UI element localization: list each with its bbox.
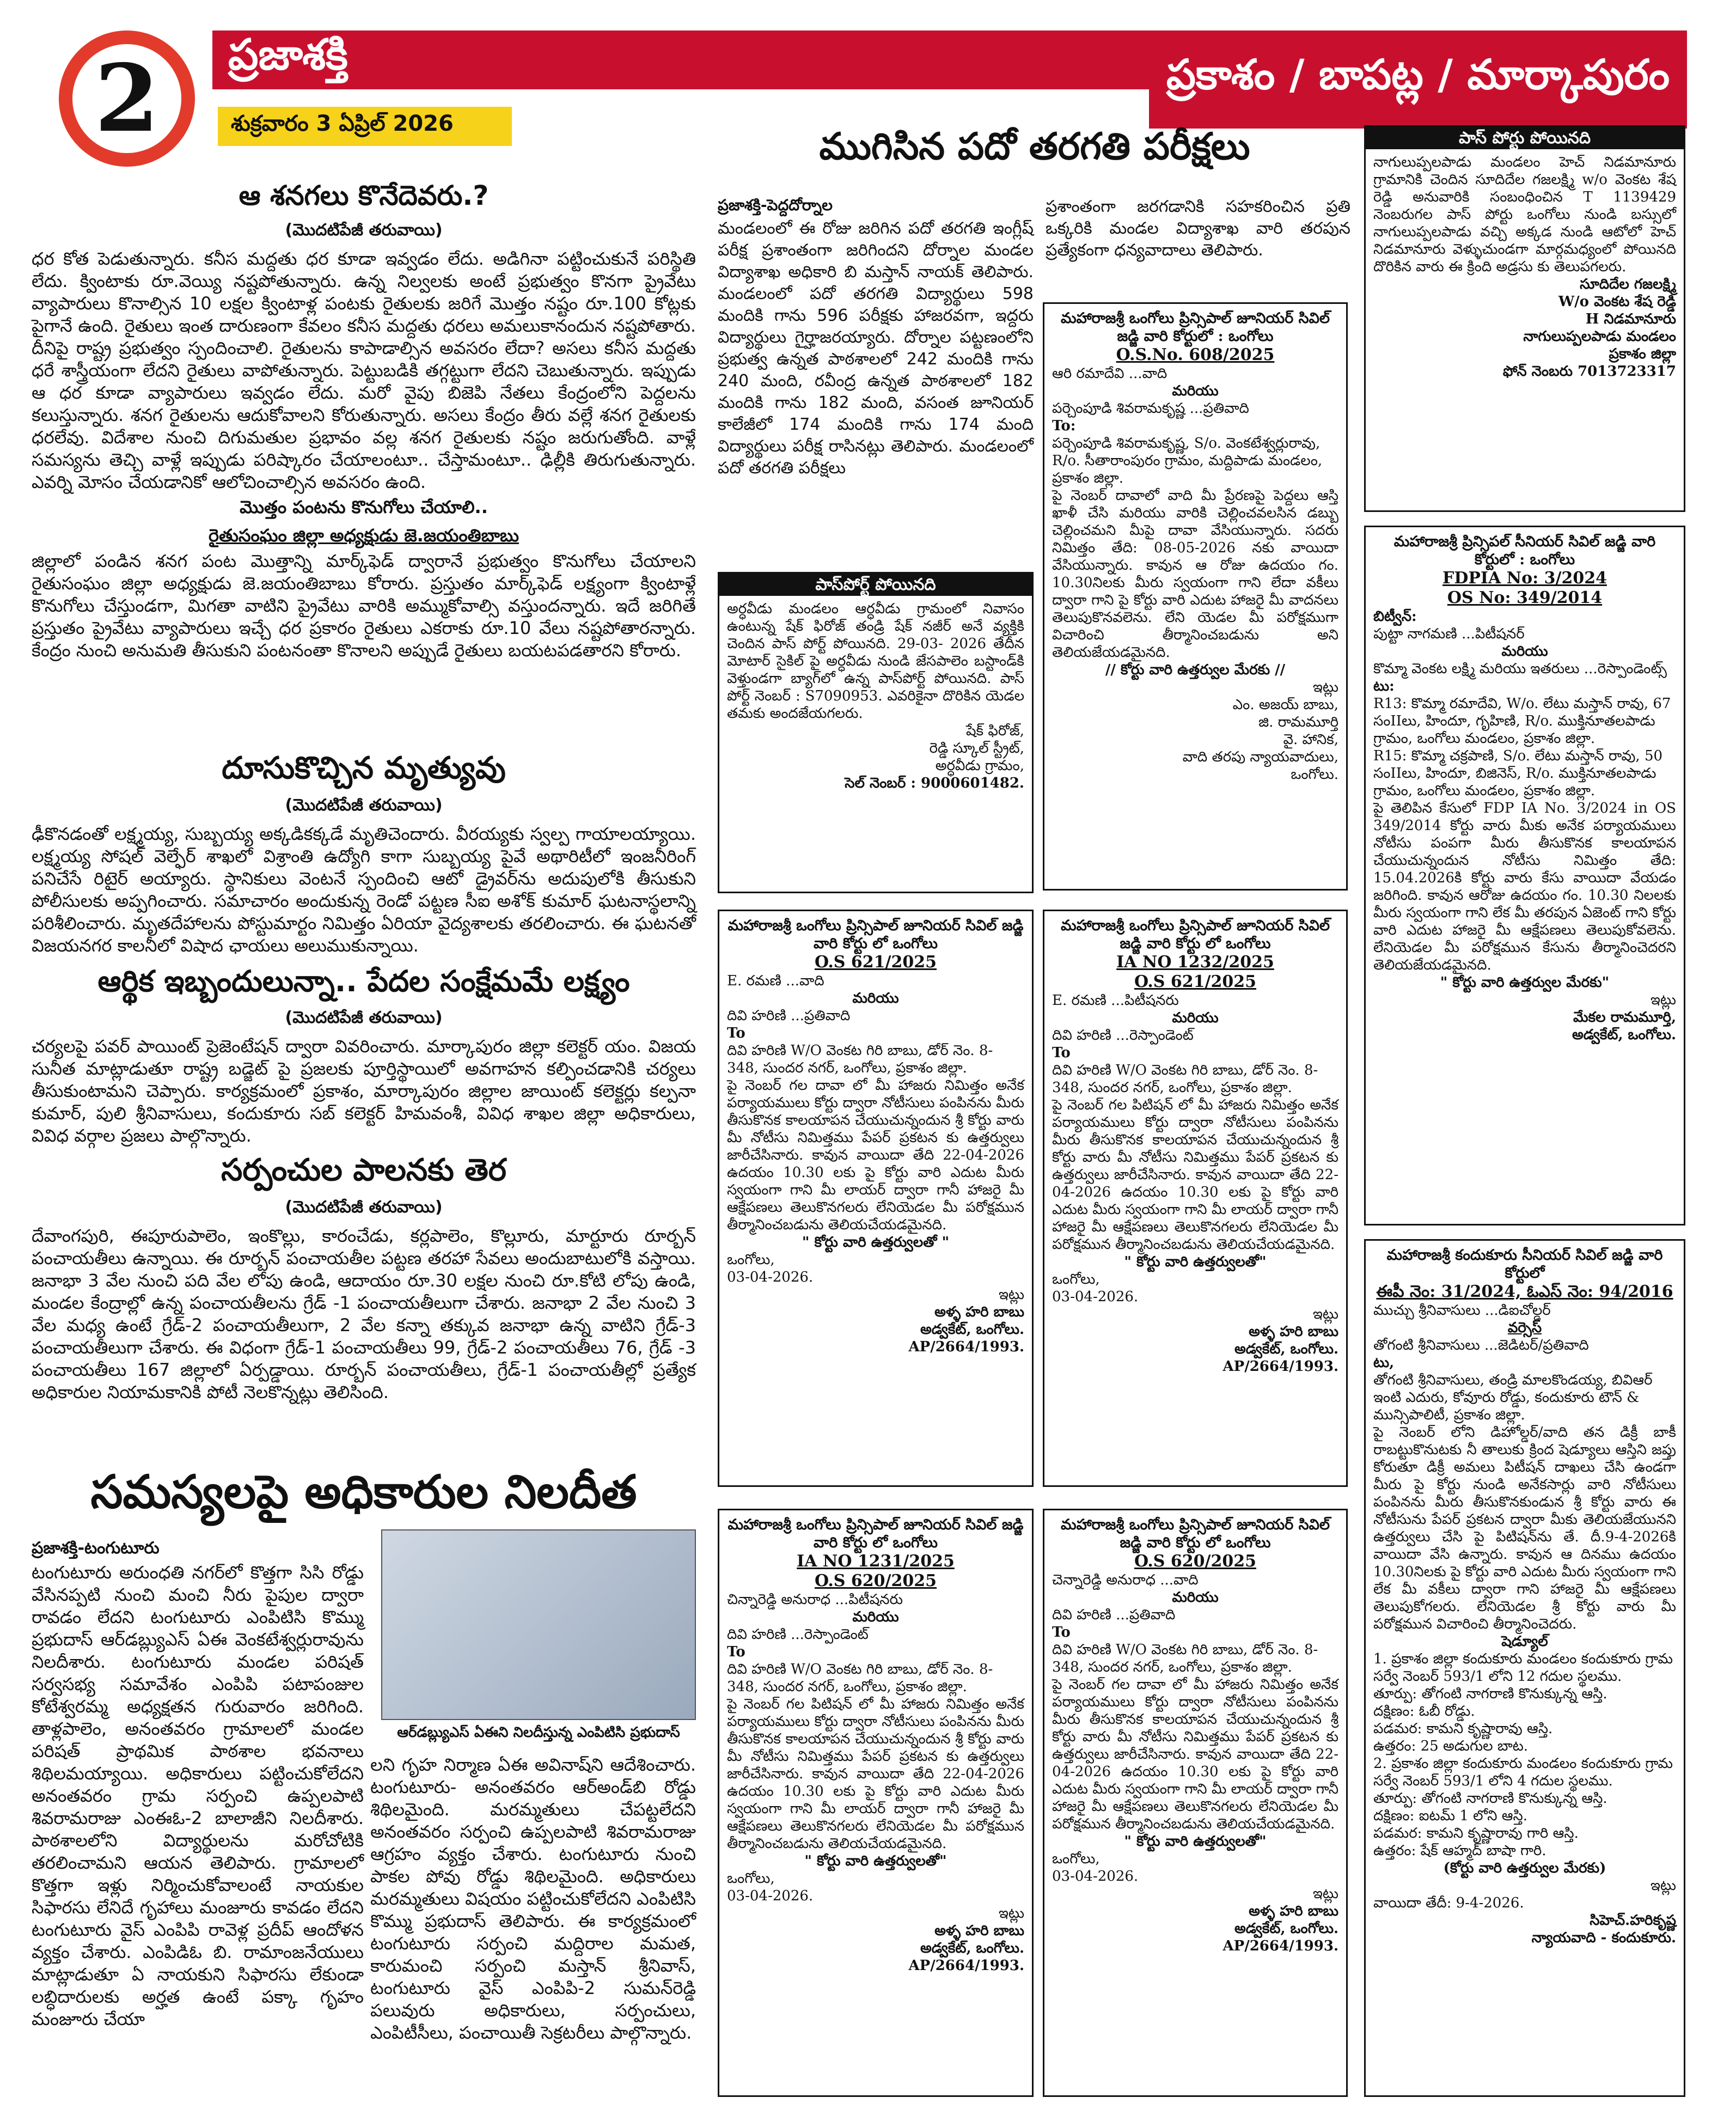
party: పుట్టా నాగమణి ...పిటీషనర్ xyxy=(1373,626,1525,642)
headline: సమస్యలపై అధికారుల నిలదీత xyxy=(90,1465,637,1519)
to: To xyxy=(727,1644,745,1660)
address: పర్చెంపూడి శివరామకృష్ణ, S/o. వెంకటేశ్వర్లురావు, R/o. సీతారాంపురం గ్రామం, మద్దిపాడు మండలం, ప్రకాశం జిల్లా. xyxy=(1052,435,1323,486)
case-number: OS No: 349/2014 xyxy=(1447,588,1603,607)
byline: (మొదటిపేజీ తరువాయి) xyxy=(285,796,443,815)
to: To xyxy=(1052,1624,1071,1641)
story-exams-cont xyxy=(1046,196,1350,261)
signatory: అర్ధవీడు గ్రామం, xyxy=(935,758,1024,774)
news-photo xyxy=(381,1529,696,1720)
yours: ఇట్లు xyxy=(999,1286,1024,1303)
case-number: O.S 621/2025 xyxy=(814,953,937,972)
schedule-item: 2. ప్రకాశం జిల్లా కందుకూరు మండలం కందుకూరు గ్రామ సర్వే నెంబర్ 593/1 లోని 4 గదుల స్థలము. xyxy=(1373,1755,1673,1789)
signatory: ఎం. అజయ్ బాబు, xyxy=(1232,697,1338,713)
party: తోగంటి శ్రీనివాసులు ...జెడిటర్/ప్రతివాది xyxy=(1373,1337,1589,1353)
notice-body: పై నెంబర్ గల దావా లో మీ హాజరు నిమిత్తం అనేక పర్యాయములు కోర్టు ద్వారా నోటీసులు పంపినను మీరు తీసుకొనక కాలయాపన చేయుచున్నందున శ్రీ కోర్టు వారు మీ నోటీసు నిమిత్తము పేపర్ ప్రకటన కు ఉత్తర్వులు జారీచేసినారు. కావున వాయిదా తేది 22-04-2026 ఉదయం 10.30 లకు పై కోర్టు వారి ఎదుట మీరు స్వయంగా గాని మీ లాయర్ ద్వారా గానీ హాజరై మీ ఆక్షేపణలు తెలుకొనగలరు లేనియెడల మీ పరోక్షమున తీర్మానించబడును తెలియచేయడమైనది. xyxy=(1052,1676,1338,1832)
story-body: జిల్లాలో పండిన శనగ పంట మొత్తాన్ని మార్క్‌ఫెడ్ ద్వారానే ప్రభుత్వం కొనుగోలు చేయాలని రైతుసంఘం జిల్లా అధ్యక్షుడు జె.జయంతిబాబు కోరారు. ప్రస్తుతం మార్క్‌ఫెడ్ లక్ష్యంగా క్వింటాళ్లే కొనుగోలు చేస్తుండగా, మిగతా వాటిని ప్రైవేటు వారికి అమ్ముకోవాల్సి వస్తుందన్నారు. ఇదే జరిగితే ప్రస్తుతం ప్రైవేటు వ్యాపారులు ఇచ్చే ధర ప్రకారం రైతులు ఎకరాకు రూ.10 వేలు నష్టపోతారన్నారు. కేంద్రం నుంచి అనుమతి తీసుకుని పంటనంతా కొనాలని అప్పుడే రైతులు బయటపడతారని కోరారు. xyxy=(32,551,696,661)
court-order: " కోర్టు వారి ఉత్తర్వులతో " xyxy=(802,1234,950,1251)
story-questioning xyxy=(32,1465,696,1530)
address: దివి హరిణి W/O వెంకట గిరి బాబు, డోర్ నెం. 8-348, సుందర నగర్, ఒంగోలు, ప్రకాశం జిల్లా. xyxy=(727,1042,993,1076)
notice-title: పాస్ పోర్టు పోయినది xyxy=(1366,127,1684,149)
court-order: " కోర్టు వారి ఉత్తర్వుల మేరకు" xyxy=(1440,974,1610,991)
notice-fdpia xyxy=(1364,526,1685,1225)
headline: దూసుకొచ్చిన మృత్యువు xyxy=(222,751,506,786)
signatory: AP/2664/1993. xyxy=(1222,1358,1338,1375)
date: 03-04-2026. xyxy=(727,1269,814,1285)
subheading: రైతుసంఘం జిల్లా అధ్యక్షుడు జె.జయంతిబాబు xyxy=(209,525,519,546)
signatory: AP/2664/1993. xyxy=(1222,1938,1338,1954)
signatory: న్యాయవాది - కందుకూరు. xyxy=(1531,1930,1676,1946)
boundary: పడమర: కామని కృష్ణారావు ఆస్తి. xyxy=(1373,1721,1553,1737)
boundary: దక్షిణం: ఓబీ రోడ్డు. xyxy=(1373,1703,1475,1719)
address: దివి హరిణి W/O వెంకట గిరి బాబు, డోర్ నెం. 8-348, సుందర నగర్, ఒంగోలు, ప్రకాశం జిల్లా. xyxy=(727,1661,993,1695)
court-order: " కోర్టు వారి ఉత్తర్వులతో" xyxy=(804,1853,947,1869)
signatory: ప్రకాశం జిల్లా xyxy=(1609,346,1676,362)
page-number: 2 xyxy=(72,44,181,153)
signatory: అళ్ళ హరి బాబు xyxy=(1249,1324,1338,1340)
address: దివి హరిణి W/O వెంకట గిరి బాబు, డోర్ నెం. 8-348, సుందర నగర్, ఒంగోలు, ప్రకాశం జిల్లా. xyxy=(1052,1642,1318,1675)
party: పర్చెంపూడి శివరామకృష్ణ ...ప్రతివాది xyxy=(1052,400,1249,417)
signatory: H నిడమానూరు xyxy=(1585,311,1676,327)
date: 03-04-2026. xyxy=(727,1888,814,1904)
notice-ia-1232 xyxy=(1043,910,1348,1487)
story-body: చర్యలపై పవర్ పాయింట్ ప్రెజెంటేషన్ ద్వారా వివరించారు. మార్కాపురం జిల్లా కలెక్టర్ యం. విజయ సునీత మాట్లాడుతూ రాష్ట్ర బడ్జెట్ పై ప్రజలకు పూర్తిస్థాయిలో అవగాహన కల్పించడానికి చర్యలు తీసుకుంటామని చెప్పారు. కార్యక్రమంలో ప్రకాశం, మార్కాపురం జిల్లాల జాయింట్ కలెక్టర్లు కల్పనా కుమార్, పులి శ్రీనివాసులు, కందుకూరు సబ్ కలెక్టర్ హిమవంశీ, వివిధ శాఖల జిల్లా అధికారులు, వివిధ వర్గాల ప్రజలు పాల్గొన్నారు. xyxy=(32,1036,696,1146)
notice-kandukur xyxy=(1364,1239,1685,2097)
story-body: ప్రశాంతంగా జరగడానికి సహకరించిన ప్రతి ఒక్కరికి మండల విద్యాశాఖ వారి తరపున ప్రత్యేకంగా ధన్యవాదాలు తెలిపారు. xyxy=(1046,197,1350,260)
case-number: IA NO 1231/2025 xyxy=(797,1552,955,1571)
between: బిట్వీన్: xyxy=(1373,608,1417,625)
notice-body: పై నెంబర్ గల పిటిషన్ లో మీ హాజరు నిమిత్తం అనేక పర్యాయములు కోర్టు ద్వారా నోటీసులు పంపినను మీరు తీసుకొనక కాలయాపన చేయుచున్నందున శ్రీ కోర్టు వారు మీ నోటీసు నిమిత్తము పేపర్ ప్రకటన కు ఉత్తర్వులు జారీచేసినారు. కావున వాయిదా తేది 22-04-2026 ఉదయం 10.30 లకు పై కోర్టు వారి ఎదుట మీరు స్వయంగా గాని మీ లాయర్ ద్వారా గానీ హాజరై మీ ఆక్షేపణలు తెలుకొనగలరు లేనియెడల మీ పరోక్షమున తీర్మానించబడును తెలియచేయడమైనది. xyxy=(727,1696,1024,1852)
story-questioning-col1 xyxy=(32,1539,364,2030)
notice-os-620 xyxy=(1043,1509,1348,2097)
party: కొమ్మా వెంకట లక్ష్మి మరియు ఇతరులు ...రెస్పాండెంట్స్ xyxy=(1373,661,1667,677)
and: మరియు xyxy=(852,1609,899,1625)
versus: వర్సెస్ xyxy=(1507,1320,1542,1336)
story-chickpea xyxy=(32,180,696,662)
place: ఒంగోలు, xyxy=(1052,1271,1100,1288)
court-heading: మహారాజశ్రీ ఒంగోలు ప్రిన్సిపాల్ జూనియర్ సివిల్ జడ్జి వారి కోర్టులో : ఒంగోలు xyxy=(1061,310,1330,345)
party: E. రమణి ...వాది xyxy=(727,973,824,989)
party: దివి హరిణి ...రెస్పాండెంట్ xyxy=(1052,1027,1194,1044)
yours: ఇట్లు xyxy=(1313,679,1338,696)
signatory: రెడ్డి స్కూల్ స్ట్రీట్, xyxy=(929,740,1024,757)
signatory: సిహెచ్.హరికృష్ణ xyxy=(1590,1912,1676,1929)
court-heading: మహారాజశ్రీ ఒంగోలు ప్రిన్సిపాల్ జూనియర్ సివిల్ జడ్జి వారి కోర్టు లో ఒంగోలు xyxy=(728,917,1024,952)
case-number: ఈపీ నెం: 31/2024, ఓఎస్ నెం: 94/2016 xyxy=(1376,1282,1673,1301)
story-sarpanch xyxy=(32,1153,696,1404)
court-heading: మహారాజశ్రీ ప్రిన్సిపల్ సీనియర్ సివిల్ జడ్జి వారి కోర్టులో : ఒంగోలు xyxy=(1393,533,1656,568)
and: మరియు xyxy=(852,990,899,1007)
case-number: O.S.No. 608/2025 xyxy=(1116,345,1275,364)
dateline: ప్రజాశక్తి-టంగుటూరు xyxy=(32,1539,160,1558)
party: ఆరి రమాదేవి ...వాది xyxy=(1052,365,1167,382)
signatory: ఒంగోలు. xyxy=(1291,766,1338,783)
court-heading: మహారాజశ్రీ ఒంగోలు ప్రిన్సిపాల్ జూనియర్ సివిల్ జడ్జి వారి కోర్టు లో ఒంగోలు xyxy=(1061,1516,1330,1551)
signatory: మేకల రామమూర్తి, xyxy=(1573,1009,1676,1026)
schedule-heading: షెడ్యూల్ xyxy=(1501,1633,1548,1650)
signatory: షేక్ ఫిరోజ్, xyxy=(965,723,1024,739)
headline: సర్పంచుల పాలనకు తెర xyxy=(221,1153,506,1188)
court-order: (కోర్టు వారి ఉత్తర్వుల మేరకు) xyxy=(1443,1860,1606,1876)
byline: (మొదటిపేజీ తరువాయి) xyxy=(285,1008,443,1027)
edition-title: ప్రకాశం / బాపట్ల / మార్కాపురం xyxy=(1149,31,1687,129)
signatory: అళ్ళ హరి బాబు xyxy=(934,1304,1024,1320)
notice-body: నాగులుప్పలపాడు మండలం హెచ్ నిడమానూరు గ్రామానికి చెందిన సూదిదేల గజలక్ష్మి w/o వెంకట శేష రెడ్డి అనువారికి సంబంధించిన T 1139429 నెంబరుగల పాస్ పోర్టు ఒంగోలు నుండి బస్సులో నాగులుప్పలపాడు వచ్చి అక్కడ నుండి ఆటోలో హెచ్ నిడమానూరు వెళ్ళుచుండగా మార్గమధ్యంలో పోయినది దొరికిన వారు ఈ క్రింది అడ్రసు కు తెలుపగలరు. xyxy=(1373,154,1676,275)
boundary: ఉత్తరం: షేక్ ఆహ్మద్ బాషా గారి. xyxy=(1373,1843,1546,1859)
court-heading: మహారాజశ్రీ కందుకూరు సీనియర్ సివిల్ జడ్జి వారి కోర్టులో xyxy=(1386,1247,1663,1282)
story-body: లని గృహ నిర్మాణ ఏఈ అవినాష్‌ని ఆదేశించారు. టంగుటూరు- అనంతవరం ఆర్‌అండ్‌బి రోడ్డు శిథిలమైంది. మరమ్మతులు చేపట్టలేదని అనంతవరం సర్పంచి ఉప్పలపాటి శివరామరాజు ఆగ్రహం వ్యక్తం చేశారు. టంగుటూరు నుంచి పాకల పోవు రోడ్డు శిథిలమైంది. అధికారులు మరమ్మతులు విషయం పట్టించుకోలేదని ఎంపిటిసి కొమ్ము ప్రభుదాస్ తెలిపారు. ఈ కార్యక్రమంలో టంగుటూరు సర్పంచి మద్దిరాల మమత, కారుమంచి సర్పంచి మస్తాన్ శ్రీనివాస్, టంగుటూరు వైస్ ఎంపిపి-2 సుమన్‌రెడ్డి పలువురు అధికారులు, సర్పంచులు, ఎంపిటీసీలు, పంచాయితీ సెక్రటరీలు పాల్గొన్నారు. xyxy=(370,1754,696,2043)
signatory: అళ్ళ హరి బాబు xyxy=(934,1923,1024,1939)
to: To xyxy=(1052,1045,1071,1061)
place: ఒంగోలు, xyxy=(727,1252,775,1268)
and: మరియు xyxy=(1172,1010,1219,1026)
signatory: ఫోన్ నెంబరు 7013723317 xyxy=(1502,363,1676,380)
and: మరియు xyxy=(1501,643,1548,660)
yours: ఇట్లు xyxy=(1651,1877,1676,1894)
party: ముచ్చు శ్రీనివాసులు ...డిఐచోల్డర్ xyxy=(1373,1302,1551,1319)
to: To: xyxy=(1052,418,1076,434)
yours: ఇట్లు xyxy=(999,1905,1024,1922)
story-questioning-col2 xyxy=(370,1754,696,2044)
signatory: అడ్వకేట్, ఒంగోలు. xyxy=(920,1940,1024,1956)
headline: ఆ శనగలు కొనేదెవరు.? xyxy=(239,180,489,211)
and: మరియు xyxy=(1172,1589,1219,1606)
story-body: టంగుటూరు అరుంధతి నగర్‌లో కొత్తగా సిసి రోడ్డు వేసినప్పటి నుంచి మంచి నీరు పైపుల ద్వారా రావడం లేదని టంగుటూరు ఎంపిటిసి కొమ్ము ప్రభుదాస్ ఆర్‌డబ్ల్యుఎస్ ఏఈ వెంకటేశ్వర్లురావును నిలదీశారు. టంగుటూరు మండల పరిషత్ సర్వసభ్య సమావేశం ఎంపిపి పటాపంజుల కోటేశ్వరమ్మ అధ్యక్షతన గురువారం జరిగింది. తాళ్లపాలెం, అనంతవరం గ్రామాలలో మండల పరిషత్ ప్రాథమిక పాఠశాల భవనాలు శిథిలమయ్యాయి. అధికారులు పట్టించుకోలేదని అనంతవరం గ్రామ సర్పంచి ఉప్పలపాటి శివరామరాజు ఎంఈఓ-2 బాలాజీని నిలదీశారు. పాఠశాలలోని విద్యార్థులను మరోచోటికి తరలించామని ఆయన తెలిపారు. గ్రామాలలో కొత్తగా ఇళ్లు నిర్మించుకోవాలంటే నాయకుల సిఫారసు లేనిదే గృహాలు మంజూరు కావడం లేదని టంగుటూరు వైస్ ఎంపిపి రావెళ్ల ప్రదీప్ ఆందోళన వ్యక్తం చేశారు. ఎంపిడిఓ బి. రామాంజనేయులు మాట్లాడుతూ ఏ నాయకుని సిఫారసు లేకుండా లబ్ధిదారులకు అర్హత ఉంటే పక్కా గృహం మంజూరు చేయా xyxy=(32,1562,364,2029)
party: చిన్నారెడ్డి అనురాధ ...పిటీషనరు xyxy=(727,1591,903,1608)
signatory: అడ్వకేట్, ఒంగోలు. xyxy=(1572,1027,1676,1043)
case-number: O.S 621/2025 xyxy=(1134,972,1256,991)
notice-body: పై తెలిపిన కేసులో FDP IA No. 3/2024 in OS 349/2014 కోర్టు వారు మీకు అనేక పర్యాయములు నోటీసు పంపగా మీరు తీసుకొనక కాలయాపన చేయుచున్నందున నోటీసు నిమిత్తం తేది: 15.04.2026కి కోర్టు వారు కేసు వాయిదా వేయడం జరిగింది. కావున ఆరోజు ఉదయం గం. 10.30 నిలలకు మీరు స్వయంగా గాని లేక మీ తరపున ఏజెంట్ గాని కోర్టు వారి ఎదుట హాజరై మీ ఆక్షేపణలు తెలుపుకోవలెను. లేనియెడల మీ పరోక్షమున కేసును తీర్మానించెదరని తెలియజేయడమైనది. xyxy=(1373,800,1676,973)
signatory: అడ్వకేట్, ఒంగోలు. xyxy=(1234,1920,1338,1937)
notice-passport-lost xyxy=(718,572,1034,893)
party: దివి హరిణి ...ప్రతివాది xyxy=(1052,1607,1176,1623)
story-body: ఢీకొనడంతో లక్ష్మయ్య, సుబ్బయ్య అక్కడికక్కడే మృతిచెందారు. వీరయ్యకు స్వల్ప గాయాలయ్యాయి. లక్ష్మయ్య సోషల్ వెల్ఫేర్ శాఖలో విశ్రాంతి ఉద్యోగి కాగా సుబ్బయ్య పైవే అథారిటీలో ఇంజనీరింగ్ పనిచేసే రిటైర్ అయ్యారు. స్థానికులు వెంటనే స్పందించి ఆటో డ్రైవర్‌ను అదుపులోకి తీసుకుని పోలీసులకు అప్పగించారు. సమాచారం అందుకున్న రెండో పట్టణ సీఐ అశోక్ కుమార్ ఘటనాస్థలాన్ని పరిశీలించారు. మృతదేహాలను పోస్టుమార్టం నిమిత్తం ఏరియా వైద్యశాలకు తరలించారు. ఈ ఘటనతో విజయనగర కాలనీలో విషాద ఛాయలు అలుముకున్నాయి. xyxy=(32,824,696,956)
date: వాయిదా తేదీ: 9-4-2026. xyxy=(1373,1895,1524,1911)
to: టు, xyxy=(1373,1355,1395,1371)
notice-passport-lost-2 xyxy=(1364,125,1685,512)
signatory: జి. రామమూర్తి xyxy=(1258,714,1338,730)
case-number: FDPIA No: 3/2024 xyxy=(1442,569,1607,588)
notice-ia-1231 xyxy=(718,1509,1034,2097)
notice-os-621 xyxy=(718,910,1034,1487)
place: ఒంగోలు, xyxy=(1052,1851,1100,1867)
notice-body: పై నెంబర్ గల దావా లో మీ హాజరు నిమిత్తం అనేక పర్యాయములు కోర్టు ద్వారా నోటీసులు పంపినను మీరు తీసుకొనక కాలయాపన చేయుచున్నందున శ్రీ కోర్టు వారు మీ నోటీసు నిమిత్తము పేపర్ ప్రకటన కు ఉత్తర్వులు జారీచేసినారు. కావున వాయిదా తేది 22-04-2026 ఉదయం 10.30 లకు పై కోర్టు వారి ఎదుట మీరు స్వయంగా గాని మీ లాయర్ ద్వారా గానీ హాజరై మీ ఆక్షేపణలు తెలుకొనగలరు లేనియెడల మీ పరోక్షమున తీర్మానించబడును తెలియచేయడమైనది. xyxy=(727,1077,1024,1233)
boundary: ఉత్తరం: 25 అడుగుల బాట. xyxy=(1373,1738,1529,1754)
story-accident xyxy=(32,751,696,957)
story-body: మండలంలో ఈ రోజు జరిగిన పదో తరగతి ఇంగ్లీష్ పరీక్ష ప్రశాంతంగా జరిగిందని దోర్నాల మండల విద్యాశాఖ అధికారి బి మస్తాన్ నాయక్ తెలిపారు. మండలంలో పదో తరగతి విద్యార్థులు 598 మందికి గాను 596 పరీక్షకు హాజరవగా, ఇద్దరు విద్యార్థులు గైర్హాజరయ్యారు. దోర్నాల పట్టణంలోని ప్రభుత్వ ఉన్నత పాఠశాలలో 242 మందికి గాను 240 మంది, రవీంద్ర ఉన్నత పాఠశాలలో 182 మందికి గాను 182 మంది, వసంత జూనియర్ కాలేజీలో 174 మందికి గాను 174 మంది విద్యార్థులు పరీక్ష రాసినట్లు తెలిపారు. మండలంలో పదో తరగతి పరీక్షలు xyxy=(718,219,1034,478)
notice-body: పై నెంబర్ లోని డిహోల్డర్/వాది తన డిక్రీ బాకీ రాబట్టుకొనుటకు నీ తాలుకు క్రింద షెడ్యూలు ఆస్తిని జప్తు కోరుతూ డిక్రీ అమలు పిటీషన్ దాఖలు చేసి ఉండగా మీరు పై కోర్టు నుండి అనేకసార్లు వారి నోటీసులు పంపినను మీరు తీసుకొనకుండున శ్రీ కోర్టు వారు ఈ నోటీసును పేపర్ ప్రకటన ద్వారా మీకు తెలియజేయునని ఉత్తర్వులు చేసి పై పిటిషన్‌ను తే. దీ.9-4-2026కి వాయిదా వేసి ఉన్నారు. కావున ఆ దినము ఉదయం 10.30నిలకు పై కోర్టు వారి ఎదుట మీరు స్వయంగా గాని లేక మీ వకీలు ద్వారా గాని హాజరై మీ ఆక్షేపణలు తెలుపుకోగలరు. లేనియెడల శ్రీ కోర్టు వారు మీ పరోక్షమున విచారించి తీర్మానించెదరు. xyxy=(1373,1424,1676,1632)
headline: ముగిసిన పదో తరగతి పరీక్షలు xyxy=(819,125,1250,168)
dateline: ప్రజాశక్తి-పెద్దదోర్నాల xyxy=(718,196,833,214)
story-exams-headline xyxy=(708,125,1361,177)
place: ఒంగోలు, xyxy=(727,1870,775,1887)
signatory: సూదిదేల గజలక్ష్మి xyxy=(1580,276,1676,292)
date: 03-04-2026. xyxy=(1052,1868,1139,1885)
respondent: R13: కొమ్మా రమాదేవి, W/o. లేటు మస్తాన్ రావు, 67 సంIIలు, హిందూ, గృహిణి, R/o. ముక్తినూతలపాడు గ్రామం, ఒంగోలు మండలం, ప్రకాశం జిల్లా. xyxy=(1373,696,1671,747)
signatory: AP/2664/1993. xyxy=(908,1958,1024,1974)
party: చెన్నారెడ్డి అనురాధ ...వాది xyxy=(1052,1572,1199,1588)
case-number: O.S 620/2025 xyxy=(814,1571,937,1590)
to: టు: xyxy=(1373,678,1395,694)
brand-logo: ప్రజాశక్తి xyxy=(215,31,542,89)
signatory: అడ్వకేట్, ఒంగోలు. xyxy=(920,1321,1024,1338)
signatory: నాగులుప్పలపాడు మండలం xyxy=(1523,328,1676,345)
court-heading: మహారాజశ్రీ ఒంగోలు ప్రిన్సిపాల్ జూనియర్ సివిల్ జడ్జి వారి కోర్టు లో ఒంగోలు xyxy=(1061,917,1330,952)
court-order: " కోర్టు వారి ఉత్తర్వులతో" xyxy=(1124,1833,1267,1850)
byline: (మొదటిపేజీ తరువాయి) xyxy=(285,1198,443,1217)
notice-body: పై నెంబర్ దావాలో వాది మీ ప్రేరణపై పెద్దలు ఆస్తి ఖాళీ చేసి మరియు వారికి చెల్లించవలసిన డబ్బు చెల్లించమని మీపై దావా వేసియున్నారు. సదరు నిమిత్తం తేది: 08-05-2026 నకు వాయిదా వేసియున్నారు. కావున ఆ రోజు ఉదయం గం. 10.30నిలకు మీరు స్వయంగా గాని లేదా వకీలు ద్వారా గాని పై కోర్టు వారి ఎదుట హాజరై మీ వాదనలు తెలుపుకొనవలెను. లేని యెడల మీ పరోక్షముగా విచారించి తీర్మానించబడును అని తెలియజేయడమైనది. xyxy=(1052,487,1338,661)
signatory: వాది తరపు న్యాయవాదులు, xyxy=(1182,749,1338,765)
signatory: W/o వెంకట శేష రెడ్డి xyxy=(1558,294,1676,310)
yours: ఇట్లు xyxy=(1313,1306,1338,1322)
headline: ఆర్థిక ఇబ్బందులున్నా.. పేదల సంక్షేమమే లక్ష్యం xyxy=(97,964,630,998)
photo-caption: ఆర్‌డబ్ల్యుఎస్ ఏఈని నిలదీస్తున్న ఎంపిటిసి ప్రభుదాస్ xyxy=(397,1724,680,1741)
notice-os-608 xyxy=(1043,302,1348,891)
to: To xyxy=(727,1025,745,1041)
story-welfare xyxy=(32,964,696,1147)
yours: ఇట్లు xyxy=(1313,1886,1338,1902)
party: E. రమణి ...పిటీషనరు xyxy=(1052,992,1179,1009)
signatory: సెల్ నెంబర్ : 9000601482. xyxy=(845,775,1024,791)
signatory: AP/2664/1993. xyxy=(908,1339,1024,1355)
issue-date: శుక్రవారం 3 ఏప్రిల్ 2026 xyxy=(218,107,512,146)
case-number: O.S 620/2025 xyxy=(1134,1552,1256,1571)
respondent: R15: కొమ్మా చక్రపాణి, S/o. లేటు మస్తాన్ రావు, 50 సంIIలు, హిందూ, బిజినెస్, R/o. ముక్తినూతలపాడు గ్రామం, ఒంగోలు మండలం, ప్రకాశం జిల్లా. xyxy=(1373,748,1663,799)
address: దివి హరిణి W/O వెంకట గిరి బాబు, డోర్ నెం. 8-348, సుందర నగర్, ఒంగోలు, ప్రకాశం జిల్లా. xyxy=(1052,1062,1318,1096)
case-number: IA NO 1232/2025 xyxy=(1116,953,1274,972)
signatory: వై. హానిక, xyxy=(1283,731,1338,748)
notice-title: పాస్‌పోర్ట్ పోయినది xyxy=(719,574,1032,596)
boundary: పడమర: కామని కృష్ణారావు గారి ఆస్తి. xyxy=(1373,1825,1579,1841)
schedule-item: 1. ప్రకాశం జిల్లా కందుకూరు మండలం కందుకూరు గ్రామ సర్వే నెంబర్ 593/1 లోని 12 గదుల స్థలము. xyxy=(1373,1651,1673,1685)
address: తోగంటి శ్రీనివాసులు, తండ్రి మాలకొండయ్య, బివిఆర్ ఇంటి ఎదురు, కోవూరు రోడ్డు, కందుకూరు టౌన్ & మున్సిపాలిటీ, ప్రకాశం జిల్లా. xyxy=(1373,1372,1653,1423)
byline: (మొదటిపేజీ తరువాయి) xyxy=(285,221,443,240)
page-number-badge xyxy=(59,31,195,167)
story-body: దేవాంగపురి, ఈపూరుపాలెం, ఇంకొల్లు, కారంచేడు, కర్లపాలెం, కొల్లూరు, మార్టూరు రూర్బన్ పంచాయతీలు ఉన్నాయి. ఈ రూర్బన్ పంచాయతీల పట్టణ తరహా సేవలు అందుబాటులోకి వస్తాయి. జనాభా 3 వేల నుంచి పది వేల లోపు ఉండి, ఆదాయం రూ.30 లక్షల నుంచి రూ.కోటి లోపు ఉండి, మండల కేంద్రాల్లో ఉన్న పంచాయతీలను గ్రేడ్ -1 పంచాయతీలుగా చేశారు. జనాభా 2 వేల నుంచి 3 వేల మధ్య ఉంటే గ్రేడ్-2 పంచాయతీలుగా, 2 వేల కన్నా తక్కువ జనాభా ఉన్న వాటిని గ్రేడ్-3 పంచాయతీలుగా చేశారు. ఈ విధంగా గ్రేడ్-1 పంచాయతీలు 99, గ్రేడ్-2 పంచాయతీలు 76, గ్రేడ్ -3 పంచాయతీలు 167 జిల్లాలో ఏర్పడ్డాయి. రూర్బన్ పంచాయతీలు, గ్రేడ్-1 పంచాయతీల్లో ప్రత్యేక అధికారుల నియామకానికి పోటీ నెలకొన్నట్లు తెలిసింది. xyxy=(32,1225,696,1403)
signatory: అడ్వకేట్, ఒంగోలు. xyxy=(1234,1341,1338,1357)
signatory: అళ్ళ హరి బాబు xyxy=(1249,1903,1338,1919)
notice-body: అర్ధవీడు మండలం ఆర్ధవీడు గ్రామంలో నివాసం ఉంటున్న షేక్ ఫిరోజ్ తండ్రి షేక్ నజీర్ అనే వ్యక్తికి చెందిన పాస్ పోర్ట్ పోయినది. 29-03- 2026 తేదీన మోటార్ సైకిల్ పై అర్ధవీడు నుండి జేసపాలెం బస్టాండ్‌కి వెళ్తుండగా బ్యాగ్‌లో ఉన్న పాస్‌పోర్ట్ పోయినది. పాస్ పోర్ట్ నెంబర్ : S7090953. ఎవరికైనా దొరికిన యెడల తమకు అందజేయగలరు. xyxy=(727,601,1024,722)
story-body: ధర కోత పెడుతున్నారు. కనీస మద్దతు ధర కూడా ఇవ్వడం లేదు. అడిగినా పట్టించుకునే పరిస్థితి లేదు. క్వింటాకు రూ.వెయ్యి నష్టపోతున్నారు. ఉన్న నిల్వలకు అంటే ప్రభుత్వం కొనగా ప్రైవేటు వ్యాపారులు కొనాల్సిన 10 లక్షల క్వింటాళ్ల పంటకు రైతులకు జరిగే మొత్తం నష్టం రూ.100 కోట్లకు పైగానే ఉంది. రైతులు ఇంత దారుణంగా కేవలం కనీస మద్దతు ధరలు అమలుకానందున నష్టపోతారు. దీనిపై రాష్ట్ర ప్రభుత్వం స్పందించాలి. రైతులను కాపాడాల్సిన అవసరం లేదా? అసలు కనీస మద్దతు ధరే శాస్త్రీయంగా లేదని రైతులు వాపోతున్నారు. పెట్టుబడికి తగ్గట్టుగా లేదని చెబుతున్నారు. ఇప్పుడు ఆ ధర కూడా వ్యాపారులు ఇవ్వడం లేదు. మరో వైపు బిజెపి నేతలు కేంద్రంలోని పెద్దలను కలుస్తున్నారు. శనగ రైతులను ఆదుకోవాలని కోరుతున్నారు. అసలు కేంద్రం తీరు వల్లే శనగ రైతులకు ధరలేవు. విదేశాల నుంచి దిగుమతుల ప్రభావం వల్ల శనగ రైతులకు నష్టం జరుగుతోంది. వాళ్లే సమస్యను తెచ్చి వాళ్లే ఇప్పుడు పరిష్కారం చేయాలంటూ.. చేస్తామంటూ.. ఢిల్లీకి తిరుగుతున్నారు. ఎవర్ని మోసం చేయడానికో ఆలోచించాల్సిన అవసరం ఉంది. xyxy=(32,248,696,492)
party: దివి హరిణి ...రెస్పాండెంట్ xyxy=(727,1626,869,1643)
date: 03-04-2026. xyxy=(1052,1289,1139,1305)
court-heading: మహారాజశ్రీ ఒంగోలు ప్రిన్సిపాల్ జూనియర్ సివిల్ జడ్జి వారి కోర్టు లో ఒంగోలు xyxy=(728,1516,1024,1551)
story-exams xyxy=(718,196,1034,479)
subheading: మొత్తం పంటను కొనుగోలు చేయాలి.. xyxy=(240,497,488,517)
boundary: దక్షిణం: ఐటమ్ 1 లోని ఆస్తి. xyxy=(1373,1808,1528,1824)
and: మరియు xyxy=(1172,383,1219,399)
notice-body: పై నెంబర్ గల పిటిషన్ లో మీ హాజరు నిమిత్తం అనేక పర్యాయములు కోర్టు ద్వారా నోటీసులు పంపినను మీరు తీసుకొనక కాలయాపన చేయుచున్నందున శ్రీ కోర్టు వారు మీ నోటీసు నిమిత్తము పేపర్ ప్రకటన కు ఉత్తర్వులు జారీచేసినారు. కావున వాయిదా తేది 22-04-2026 ఉదయం 10.30 లకు పై కోర్టు వారి ఎదుట మీరు స్వయంగా గాని మీ లాయర్ ద్వారా గానీ హాజరై మీ ఆక్షేపణలు తెలుకొనగలరు లేనియెడల మీ పరోక్షమున తీర్మానించబడును తెలియచేయడమైనది. xyxy=(1052,1097,1338,1253)
boundary: తూర్పు: తోగంటి నాగరాణి కొనుక్కున్న ఆస్తి. xyxy=(1373,1686,1607,1702)
court-order: " కోర్టు వారి ఉత్తర్వులతో" xyxy=(1124,1254,1267,1270)
boundary: తూర్పు: తోగంటి నాగరాణి కొనుక్కున్న ఆస్తి. xyxy=(1373,1790,1607,1807)
yours: ఇట్లు xyxy=(1651,992,1676,1008)
court-order: // కోర్టు వారి ఉత్తర్వుల మేరకు // xyxy=(1105,662,1286,678)
party: దివి హరిణి ...ప్రతివాది xyxy=(727,1008,851,1024)
